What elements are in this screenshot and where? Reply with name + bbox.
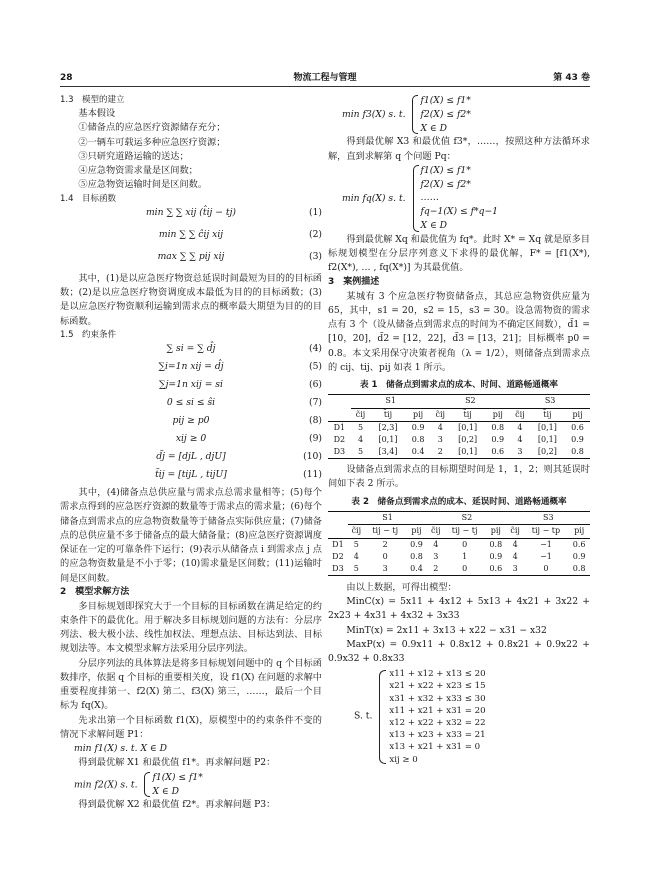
equation-1: min ∑ ∑ xij (t̂ij − tj) (1) bbox=[145, 206, 322, 218]
table-1-subheader: t̃ij bbox=[450, 408, 485, 421]
method-paragraph-3: 先求出第一个目标函数 f1(X)，原模型中的约束条件不变的情况下求解问题 P1： bbox=[60, 714, 322, 740]
assumption-item: ③只研究道路运输的送达； bbox=[78, 150, 189, 162]
table-1-caption: 表 1 储备点到需求点的成本、时间、道路畅通概率 bbox=[359, 380, 559, 391]
table-row: D2 4 0 0.8 3 1 0.9 4 −1 0.9 bbox=[332, 551, 586, 561]
max-probability-objective: MaxP(x) = 0.9x11 + 0.8x12 + 0.8x21 + 0.9x22 + 0.9x32 + 0.8x33 bbox=[328, 638, 590, 664]
table-1-group: S3 bbox=[510, 395, 590, 408]
section-3-heading: 3 案例描述 bbox=[328, 276, 380, 287]
table-row: D3 5 3 0.4 2 0 0.6 3 0 0.8 bbox=[332, 563, 586, 573]
subject-to-label: S. t. bbox=[354, 710, 373, 722]
constraint-5: ∑i=1n xij = d̂j (5) bbox=[158, 361, 322, 373]
min-time-objective: MinT(x) = 2x11 + 3x13 + x22 − x31 − x32 bbox=[346, 624, 547, 636]
table-1-subheader: c̃ij bbox=[351, 408, 370, 421]
table-2-caption: 表 2 储备点到需求点的成本、延误时间、道路畅通概率 bbox=[351, 496, 567, 507]
method-paragraph-1: 多目标规划即探究大于一个目标的目标函数在满足给定的约束条件下的最优化。用于解决多目标规划问题的方法有：分层序列法、极大极小法、线性加权法、理想点法、目标达到法、目标规划法等。本文模型求解方法采用分层序列法。 bbox=[60, 600, 322, 655]
running-header bbox=[60, 72, 590, 87]
table-2-group: S2 bbox=[427, 511, 506, 524]
equation-3: max ∑ ∑ pij xij (3) bbox=[157, 250, 322, 262]
table-2-subheader: tij − tj bbox=[444, 525, 485, 538]
table-2-subheader: c̃ij bbox=[427, 525, 444, 538]
assumption-item: ④应急物资需求量是区间数； bbox=[78, 165, 198, 177]
table-1-subheader: t̃ij bbox=[370, 408, 405, 421]
method-paragraph-5: 得到最优解 X2 和最优值 f2*。再求解问题 P3： bbox=[78, 799, 276, 811]
case-paragraph: 某城有 3 个应急医疗物资储备点，其总应急物资供应量为 65，其中，s1 = 20，s2 = 15，s3 = 30。设急需物资的需求点有 3 个（设从储备点到需求点的时间为不确定区间数），d̃1 = [10，20]，d̃2 = [12，22]，d̃3 = [13，21]；目标概率 p0 = 0.8。本文采用保守决策者视角（λ = 1/2），则储备点到需求点的 cij、tij、pij 如表 1 所示。 bbox=[328, 290, 590, 373]
constraint-8: pij ≥ p0 (8) bbox=[172, 415, 322, 427]
table-row: D1 5 2 0.9 4 0 0.8 4 −1 0.6 bbox=[332, 539, 586, 549]
objective-explanation: 其中，(1)是以应急医疗物资总延误时间最短为目的的目标函数；(2)是以应急医疗物资调度成本最低为目的的目标函数；(3)是以应急医疗物资顺利运输到需求点的概率最大期望为目的的目标函数。 bbox=[60, 272, 322, 327]
problem-p1: min f1(X) s. t. X ∈ D bbox=[74, 743, 168, 755]
table-1-group: S1 bbox=[351, 395, 431, 408]
constraint-6: ∑j=1n xij = si (6) bbox=[159, 379, 322, 391]
table-2-subheader: pij bbox=[485, 525, 507, 538]
table-2 bbox=[328, 511, 590, 576]
problem-p3: min f3(X) s. t. f1(X) ≤ f1* f2(X) ≤ f2* X ∈ D bbox=[342, 95, 471, 134]
method-paragraph-4: 得到最优解 X1 和最优值 f1*。再求解问题 P2： bbox=[78, 757, 276, 769]
assumptions-title: 基本假设 bbox=[78, 108, 116, 120]
table-1-subheader: c̃ij bbox=[431, 408, 450, 421]
section-2-heading: 2 模型求解方法 bbox=[60, 586, 130, 597]
table-row: D3 5 [3,4] 0.4 2 [0,1] 0.6 3 [0,2] 0.8 bbox=[333, 447, 584, 457]
delay-paragraph: 设储备点到需求点的目标期望时间是 1，1，2；则其延误时间如下表 2 所示。 bbox=[328, 464, 590, 490]
model-intro: 由以上数据，可得出模型： bbox=[346, 581, 457, 593]
iteration-paragraph: 得到最优解 X3 和最优值 f3*，……，按照这种方法循环求解，直到求解第 q 个问题 Pq： bbox=[328, 136, 590, 162]
constraint-4: ∑ si = ∑ d̂j (4) bbox=[166, 343, 322, 355]
table-row: D2 4 [0,1] 0.8 3 [0,2] 0.9 4 [0,1] 0.9 bbox=[333, 435, 584, 445]
left-column bbox=[60, 94, 322, 813]
problem-pq: min fq(X) s. t. f1(X) ≤ f1* f2(X) ≤ f2* …… fq−1(X) ≤ f*q−1 X ∈ D bbox=[342, 164, 498, 232]
table-2-subheader: pij bbox=[406, 525, 428, 538]
table-2-group: S3 bbox=[507, 511, 590, 524]
equation-2: min ∑ ∑ ĉij xij (2) bbox=[158, 228, 322, 240]
table-1-subheader: pij bbox=[485, 408, 510, 421]
method-paragraph-2: 分层序列法的具体算法是将多目标规划问题中的 q 个目标函数排序，依据 q 个目标的重要相关度，设 f1(X) 在问题的求解中重要程度排第一、f2(X) 第二、f3(X) 第三，……，最后一个目标为 fq(X)。 bbox=[60, 657, 322, 712]
optimum-paragraph: 得到最优解 Xq 和最优值为 fq*。此时 X* = Xq 就是原多目标规划模型在分层序列意义下求得的最优解，F* = [f1(X*), f2(X*), … , fq(X*)] 为其最优值。 bbox=[328, 233, 590, 274]
table-2-subheader: c̃ij bbox=[507, 525, 524, 538]
constraint-7: 0 ≤ si ≤ ŝi (7) bbox=[166, 397, 322, 409]
table-2-subheader: c̃ij bbox=[348, 525, 365, 538]
constraint-system bbox=[328, 668, 590, 766]
table-1-subheader: t̃ij bbox=[530, 408, 565, 421]
table-2-subheader: tij − tj bbox=[365, 525, 406, 538]
volume-label: 第 43 卷 bbox=[553, 73, 590, 83]
table-2-group: S1 bbox=[348, 511, 427, 524]
constraint-list: x11 + x12 + x13 ≤ 20 x21 + x22 + x23 ≤ 15 x31 + x32 + x33 ≤ 30 x11 + x21 + x31 = 20 x12 + x22 + x32 = 22 x13 + x23 + x33 = 21 x13 + x21 + x31 = 0 xij ≥ 0 bbox=[379, 668, 485, 766]
table-1-subheader: pij bbox=[406, 408, 431, 421]
min-cost-objective: MinC(x) = 5x11 + 4x12 + 5x13 + 4x21 + 3x22 + 2x23 + 4x31 + 4x32 + 3x33 bbox=[328, 596, 590, 622]
table-2-subheader: pij bbox=[568, 525, 590, 538]
section-1-3-heading: 1.3 模型的建立 bbox=[60, 95, 125, 105]
table-1 bbox=[328, 394, 590, 459]
assumption-item: ①储备点的应急医疗资源储存充分； bbox=[78, 122, 226, 134]
constraint-9: xij ≥ 0 (9) bbox=[175, 433, 322, 445]
table-1-subheader: pij bbox=[565, 408, 590, 421]
constraint-11: t̃ij = [tijL , tijU] (11) bbox=[155, 469, 322, 481]
table-1-subheader: c̃ij bbox=[510, 408, 529, 421]
problem-p2: min f2(X) s. t. f1(X) ≤ f1* X ∈ D bbox=[74, 771, 203, 797]
table-row: D1 5 [2,3] 0.9 4 [0,1] 0.8 4 [0,1] 0.6 bbox=[333, 423, 584, 433]
right-column bbox=[328, 94, 590, 766]
table-2-subheader: tij − tp bbox=[524, 525, 569, 538]
section-1-4-heading: 1.4 目标函数 bbox=[60, 193, 117, 204]
constraint-explanation: 其中，(4)储备点总供应量与需求点总需求量相等；(5)每个需求点得到的应急医疗资源的数量等于需求点的需求量；(6)每个储备点到需求点的应急物资数量等于储备点实际供应量；(7)储备点的总供应量不多于储备点的最大储备量；(8)应急医疗资源调度保证在一定的可靠条件下运行；(9)表示从储备点 i 到需求点 j 点的应急物资数量是不小于零；(10)需求量是区间数；(11)运输时间是区间数。 bbox=[60, 487, 322, 584]
assumption-item: ②一辆车可载运多种应急医疗资源； bbox=[78, 136, 226, 148]
journal-title: 物流工程与管理 bbox=[293, 73, 357, 83]
assumption-item: ⑤应急物资运输时间是区间数。 bbox=[78, 179, 208, 191]
page-number: 28 bbox=[60, 73, 73, 83]
constraint-10: d̃j = [djL , djU] (10) bbox=[156, 451, 322, 463]
table-1-group: S2 bbox=[431, 395, 511, 408]
section-1-5-heading: 1.5 约束条件 bbox=[60, 329, 117, 340]
